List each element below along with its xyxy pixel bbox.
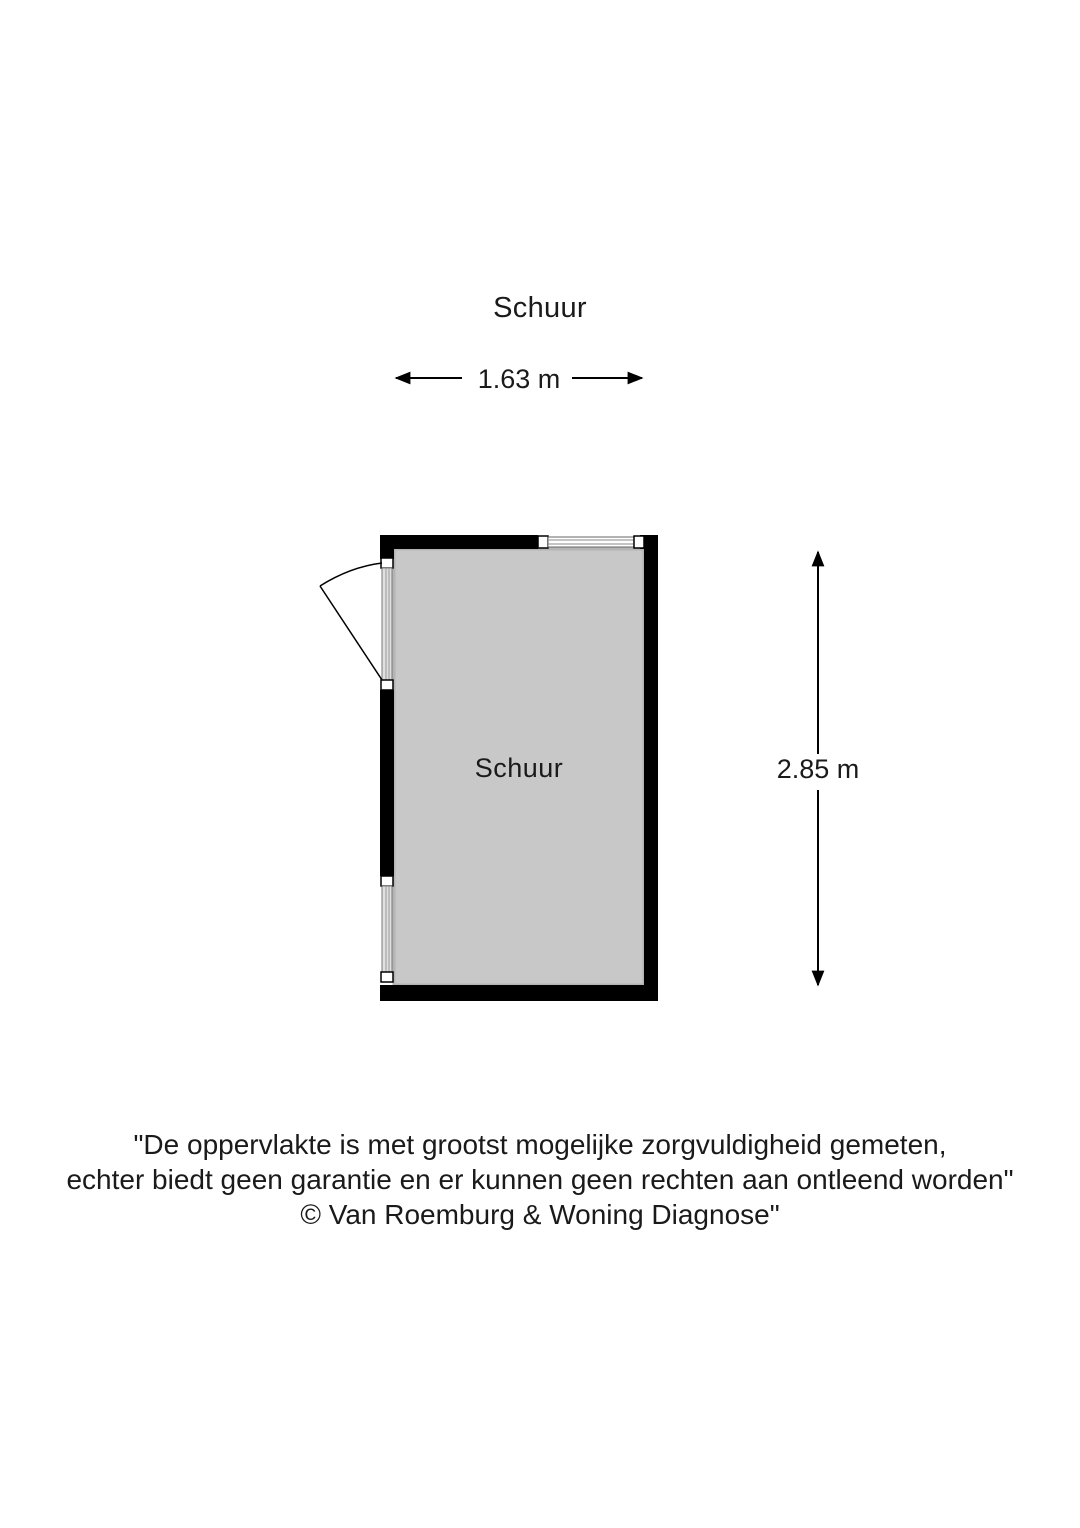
window-left-bottom	[381, 876, 393, 982]
height-label: 2.85 m	[776, 754, 860, 784]
window-top	[538, 536, 644, 548]
wall-left-middle	[380, 690, 394, 876]
disclaimer-line-1: "De oppervlakte is met grootst mogelijke zorgvuldigheid gemeten,	[133, 1129, 947, 1160]
wall-left-top	[380, 535, 394, 559]
height-dimension	[777, 552, 860, 985]
wall-bottom	[380, 985, 658, 1001]
wall-right	[644, 535, 658, 1001]
room-label: Schuur	[474, 753, 564, 783]
disclaimer-line-3: © Van Roemburg & Woning Diagnose"	[300, 1199, 780, 1230]
disclaimer-line-2: echter biedt geen garantie en er kunnen geen rechten aan ontleend worden"	[66, 1164, 1014, 1195]
wall-top-left	[380, 535, 538, 549]
width-label: 1.63 m	[477, 364, 561, 394]
door-leaf	[320, 586, 382, 680]
floor-title: Schuur	[493, 292, 587, 324]
width-dimension	[396, 364, 642, 394]
door-left	[320, 558, 393, 690]
door-swing-arc	[320, 563, 382, 586]
disclaimer	[0, 1127, 1080, 1232]
